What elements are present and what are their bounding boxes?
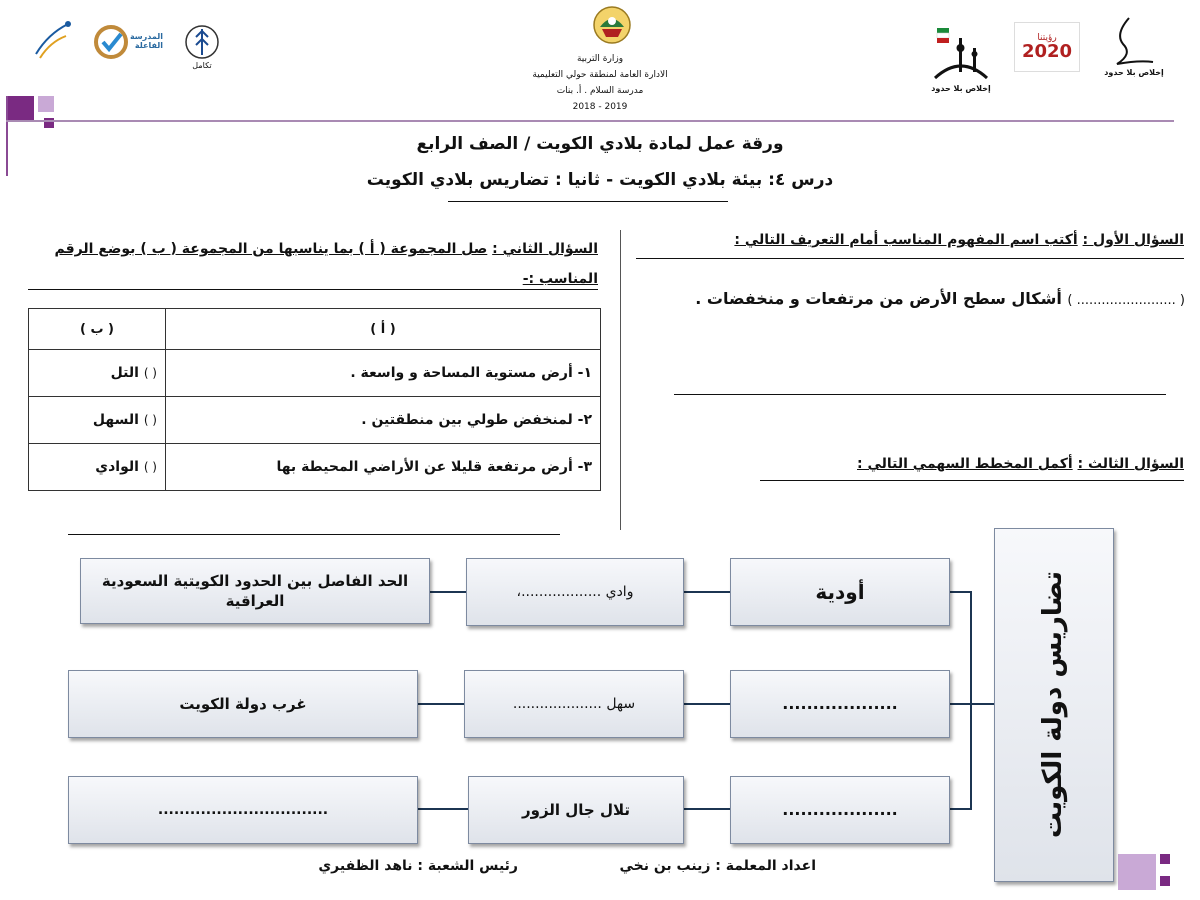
ikhlas-logo: إخلاص بلا حدود (1104, 8, 1164, 82)
separator-line (68, 534, 560, 535)
connector (416, 808, 468, 810)
connector-trunk (970, 591, 972, 809)
vision-2020-logo: رؤيتنا 2020 (1014, 22, 1080, 72)
question-1-heading: السؤال الأول : أكتب اسم المفهوم المناسب أمام التعريف التالي : (734, 232, 1184, 248)
table-row (29, 444, 601, 491)
lesson-underline (448, 201, 728, 202)
deco-square (8, 96, 34, 122)
detail-box[interactable]: ................................ (68, 776, 418, 844)
connector (416, 703, 464, 705)
deco-square (1160, 854, 1170, 864)
connector (430, 591, 466, 593)
group-a-item: ٣- أرض مرتفعة قليلا عن الأراضي المحيطة بها (166, 444, 601, 491)
group-b-item: ( ) السهل (29, 397, 166, 444)
detail-box: غرب دولة الكويت (68, 670, 418, 738)
connector (682, 591, 730, 593)
column-divider (620, 230, 621, 530)
group-a-item: ١- أرض مستوية المساحة و واسعة . (166, 350, 601, 397)
table-row (29, 397, 601, 444)
q1-answer-line[interactable] (674, 394, 1166, 395)
answer-blank[interactable]: ( ) (143, 460, 157, 474)
landform-type-box[interactable]: ................... (730, 670, 950, 738)
takamul-logo: تكامل (180, 16, 224, 76)
example-box[interactable]: وادي ..................، (466, 558, 684, 626)
answer-blank[interactable]: ( ) (143, 366, 157, 380)
diagram-root-box: تضاريس دولة الكويت (994, 528, 1114, 882)
group-b-item: ( ) الوادي (29, 444, 166, 491)
question-2-heading: السؤال الثاني : صل المجموعة ( أ ) بما يناسبها من المجموعة ( ب ) بوضع الرقم المناسب :- (54, 241, 598, 287)
connector (948, 703, 994, 705)
effective-school-logo: المدرسة الفاعلة (92, 18, 164, 66)
q1-answer-blank[interactable]: ( ........................ ) (1067, 293, 1185, 308)
column-b-header: ( ب ) (29, 309, 166, 350)
top-horizontal-rule (6, 120, 1174, 122)
landform-type-box[interactable]: ................... (730, 776, 950, 844)
landform-type-box: أودية (730, 558, 950, 626)
teacher-credit: اعداد المعلمة : زينب بن نخي (619, 858, 816, 874)
runner-logo (28, 14, 78, 64)
school-line: مدرسة السلام . أ. بنات (556, 86, 644, 96)
deco-square (1118, 854, 1156, 890)
q1-heading-underline (636, 258, 1184, 259)
q1-definition: ( ........................ ) أشكال سطح الأرض من مرتفعات و منخفضات . (695, 289, 1185, 308)
q2-heading-underline (28, 289, 598, 290)
example-box: تلال جال الزور (468, 776, 684, 844)
q3-heading-underline (760, 480, 1184, 481)
connector (948, 808, 972, 810)
group-b-item: ( ) التل (29, 350, 166, 397)
connector (682, 808, 730, 810)
lesson-title: درس ٤: بيئة بلادي الكويت - ثانيا : تضاريس بلادي الكويت (366, 170, 834, 190)
example-box[interactable]: سهل .................... (464, 670, 684, 738)
kuwait-skyline-logo: إخلاص بلا حدود (930, 8, 992, 98)
connector (948, 591, 972, 593)
directorate-line: الادارة العامة لمنطقة حولي التعليمية (532, 70, 668, 80)
answer-blank[interactable]: ( ) (143, 413, 157, 427)
column-a-header: ( أ ) (166, 309, 601, 350)
ministry-line: وزارة التربية (576, 54, 624, 64)
question-3-heading: السؤال الثالث : أكمل المخطط السهمي التالي : (857, 456, 1184, 472)
year-line: 2018 - 2019 (572, 102, 628, 112)
deco-square (1160, 876, 1170, 886)
left-vertical-rule (6, 96, 8, 176)
department-head-credit: رئيس الشعبة : ناهد الظفيري (318, 858, 518, 874)
worksheet-title: ورقة عمل لمادة بلادي الكويت / الصف الرابع (416, 134, 784, 154)
deco-square (38, 96, 54, 112)
connector (682, 703, 730, 705)
detail-box: الحد الفاصل بين الحدود الكويتية السعودية العراقية (80, 558, 430, 624)
group-a-item: ٢- لمنخفض طولي بين منطقتين . (166, 397, 601, 444)
kuwait-emblem (590, 2, 634, 48)
matching-table (28, 308, 601, 491)
table-row (29, 350, 601, 397)
